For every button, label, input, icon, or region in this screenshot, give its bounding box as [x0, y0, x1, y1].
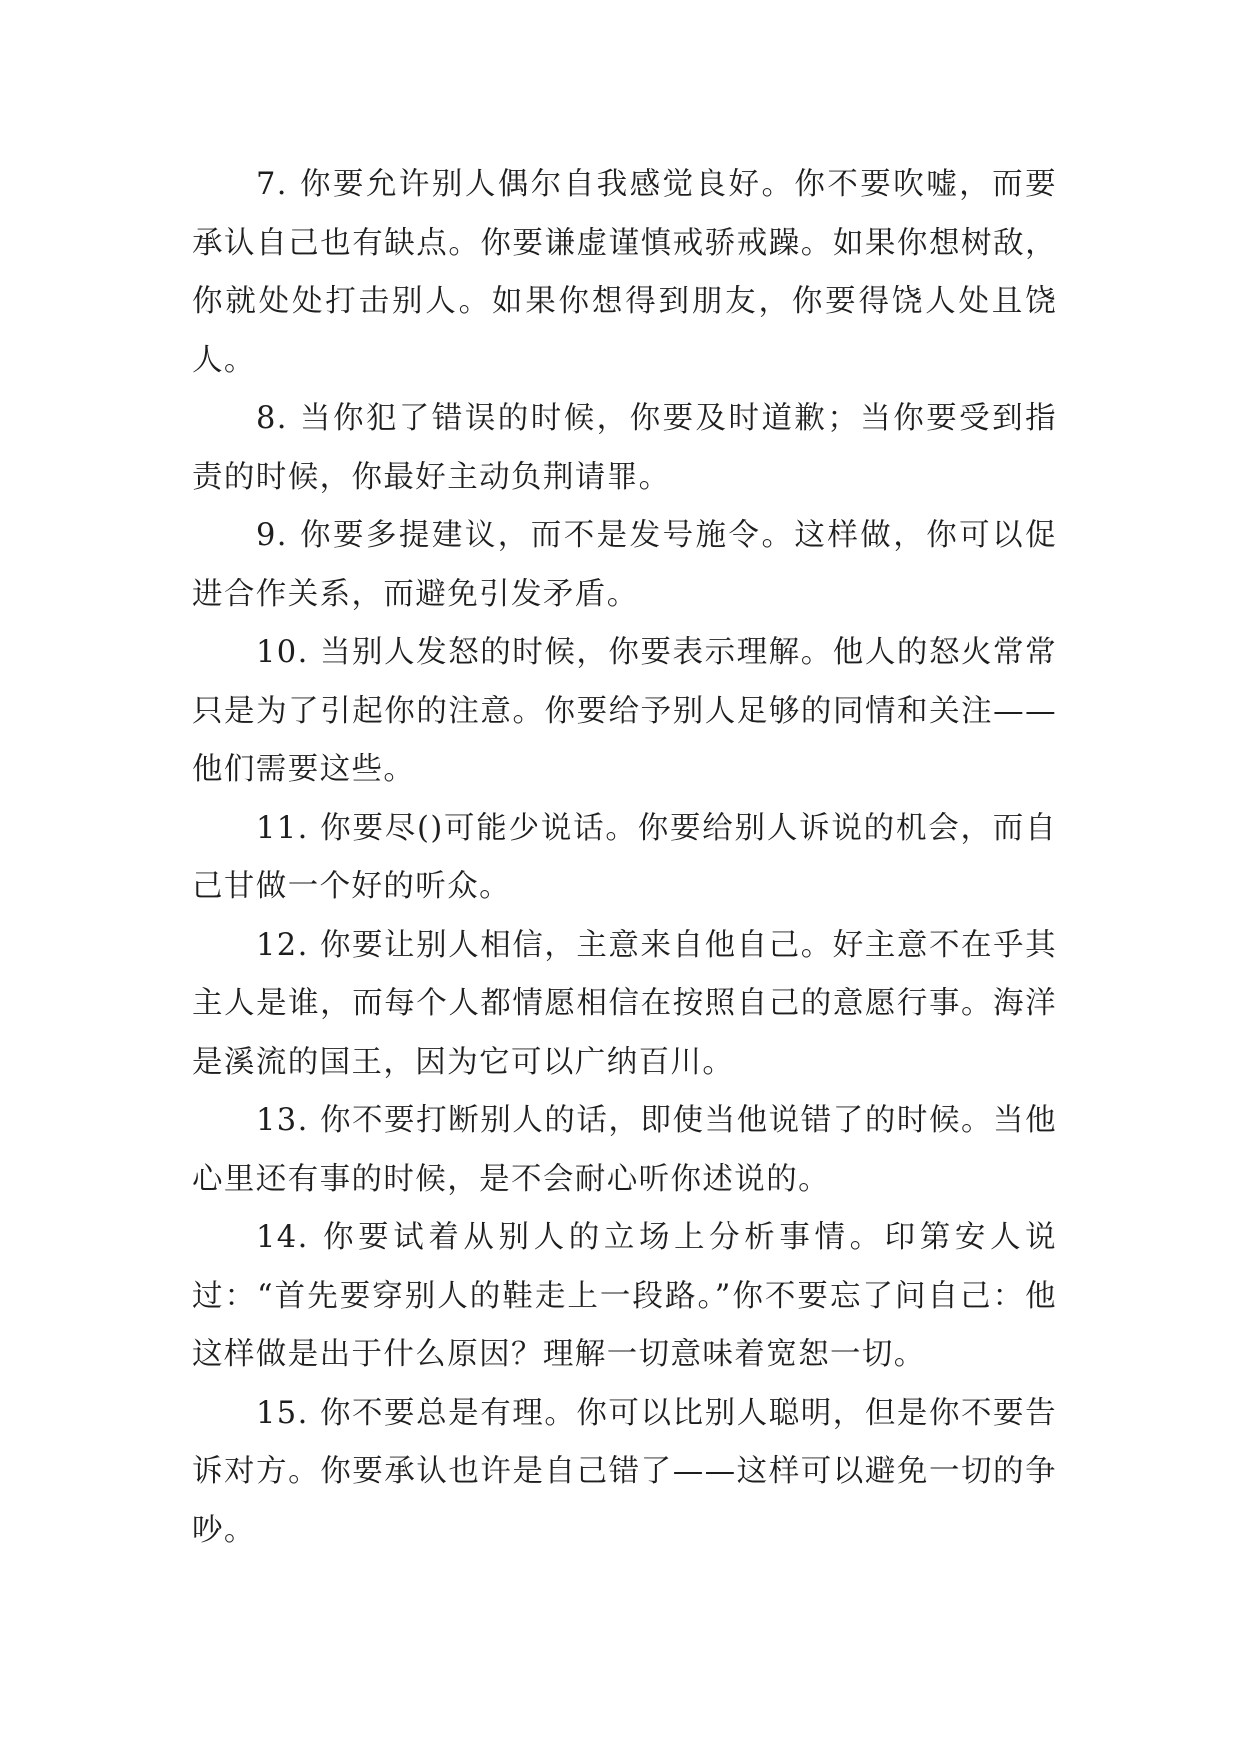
paragraph-11: 11. 你要尽()可能少说话。你要给别人诉说的机会，而自己甘做一个好的听众。 — [192, 810, 1057, 904]
paragraph-9: 9. 你要多提建议，而不是发号施令。这样做，你可以促进合作关系，而避免引发矛盾。 — [192, 518, 1057, 612]
paragraph-10: 10. 当别人发怒的时候，你要表示理解。他人的怒火常常只是为了引起你的注意。你要给予别人足够的同情和关注——他们需要这些。 — [192, 635, 1057, 787]
paragraph-14: 14. 你要试着从别人的立场上分析事情。印第安人说过：“首先要穿别人的鞋走上一段路。”你不要忘了问自己：他这样做是出于什么原因？理解一切意味着宽恕一切。 — [192, 1220, 1057, 1372]
paragraph-7: 7. 你要允许别人偶尔自我感觉良好。你不要吹嘘，而要承认自己也有缺点。你要谦虚谨慎戒骄戒躁。如果你想树敌，你就处处打击别人。如果你想得到朋友，你要得饶人处且饶人。 — [192, 167, 1057, 378]
document-body — [192, 156, 1057, 1560]
paragraph-15: 15. 你不要总是有理。你可以比别人聪明，但是你不要告诉对方。你要承认也许是自己错了——这样可以避免一切的争吵。 — [192, 1395, 1057, 1548]
paragraph-8: 8. 当你犯了错误的时候，你要及时道歉；当你要受到指责的时候，你最好主动负荆请罪。 — [192, 401, 1057, 495]
paragraph-13: 13. 你不要打断别人的话，即使当他说错了的时候。当他心里还有事的时候，是不会耐心听你述说的。 — [192, 1103, 1057, 1197]
paragraph-12: 12. 你要让别人相信，主意来自他自己。好主意不在乎其主人是谁，而每个人都情愿相信在按照自己的意愿行事。海洋是溪流的国王，因为它可以广纳百川。 — [192, 927, 1057, 1080]
